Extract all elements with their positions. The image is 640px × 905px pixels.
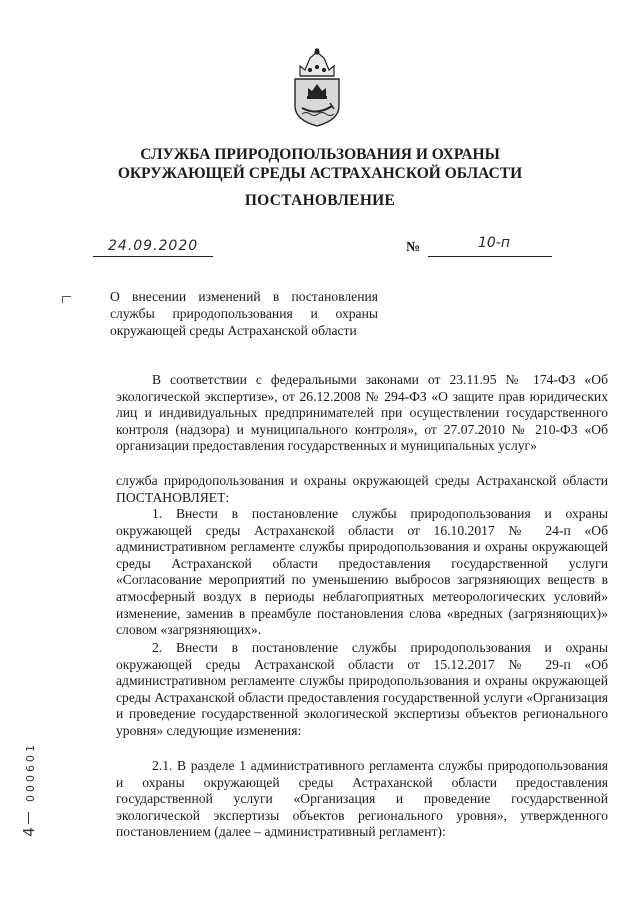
date-underline	[93, 256, 213, 257]
margin-page-mark: 4	[19, 827, 38, 837]
number-underline	[428, 256, 552, 257]
document-number: 10-п	[478, 235, 511, 251]
margin-serial-number: 000601	[24, 742, 37, 802]
org-name-line-2: ОКРУЖАЮЩЕЙ СРЕДЫ АСТРАХАНСКОЙ ОБЛАСТИ	[117, 165, 523, 182]
paragraph-1: 1. Внести в постановление службы природопользования и охраны окружающей среды Астраханской области от 16.10.2017 № 24-п «Об административном регламенте службы природопользования и охраны окружающей среды Астраханской области предоставления государственной услуги «Согласование мероприятий по уменьшению выбросов загрязняющих веществ в атмосферный воздух в периоды неблагоприятных метеорологических условий» изменение, заменив в преамбуле постановления слова «вредных (загрязняющих)» словом «загрязняющих».	[116, 506, 608, 638]
document-type: ПОСТАНОВЛЕНИЕ	[244, 192, 396, 209]
paragraph-2: 2. Внести в постановление службы природопользования и охраны окружающей среды Астраханской области от 15.12.2017 № 29-п «Об административном регламенте службы природопользования и охраны окружающей среды Астраханской области предоставления государственной услуги «Организация и проведение государственной экологической экспертизы объектов регионального уровня» следующие изменения:	[116, 640, 608, 738]
document-date: 24.09.2020	[108, 238, 199, 254]
org-name-line-1: СЛУЖБА ПРИРОДОПОЛЬЗОВАНИЯ И ОХРАНЫ	[140, 146, 500, 163]
coat-of-arms-icon	[290, 48, 344, 128]
paragraph-2-1: 2.1. В разделе 1 административного регламента службы природопользования и охраны окружающей среды Астраханской области предоставления государственной услуги «Организация и проведение государственной экологической экспертизы объектов регионального уровня», утвержденного постановлением (далее – административный регламент):	[116, 758, 608, 840]
document-subject: О внесении изменений в постановления службы природопользования и охраны окружающей среды Астраханской области	[110, 289, 378, 338]
subject-corner-mark	[62, 296, 71, 303]
legal-basis-paragraph: В соответствии с федеральными законами от 23.11.95 № 174-ФЗ «Об экологической экспертизе», от 26.12.2008 № 294-ФЗ «О защите прав юридических лиц и индивидуальных предпринимателей при осуществлении государственного контроля (надзора) и муниципального контроля», от 27.07.2010 № 210-ФЗ «Об организации предоставления государственных и муниципальных услуг»	[116, 372, 608, 454]
margin-tick	[28, 812, 29, 824]
resolution-clause: служба природопользования и охраны окружающей среды Астраханской области ПОСТАНОВЛЯЕТ:	[116, 473, 608, 505]
number-label: №	[406, 240, 421, 255]
